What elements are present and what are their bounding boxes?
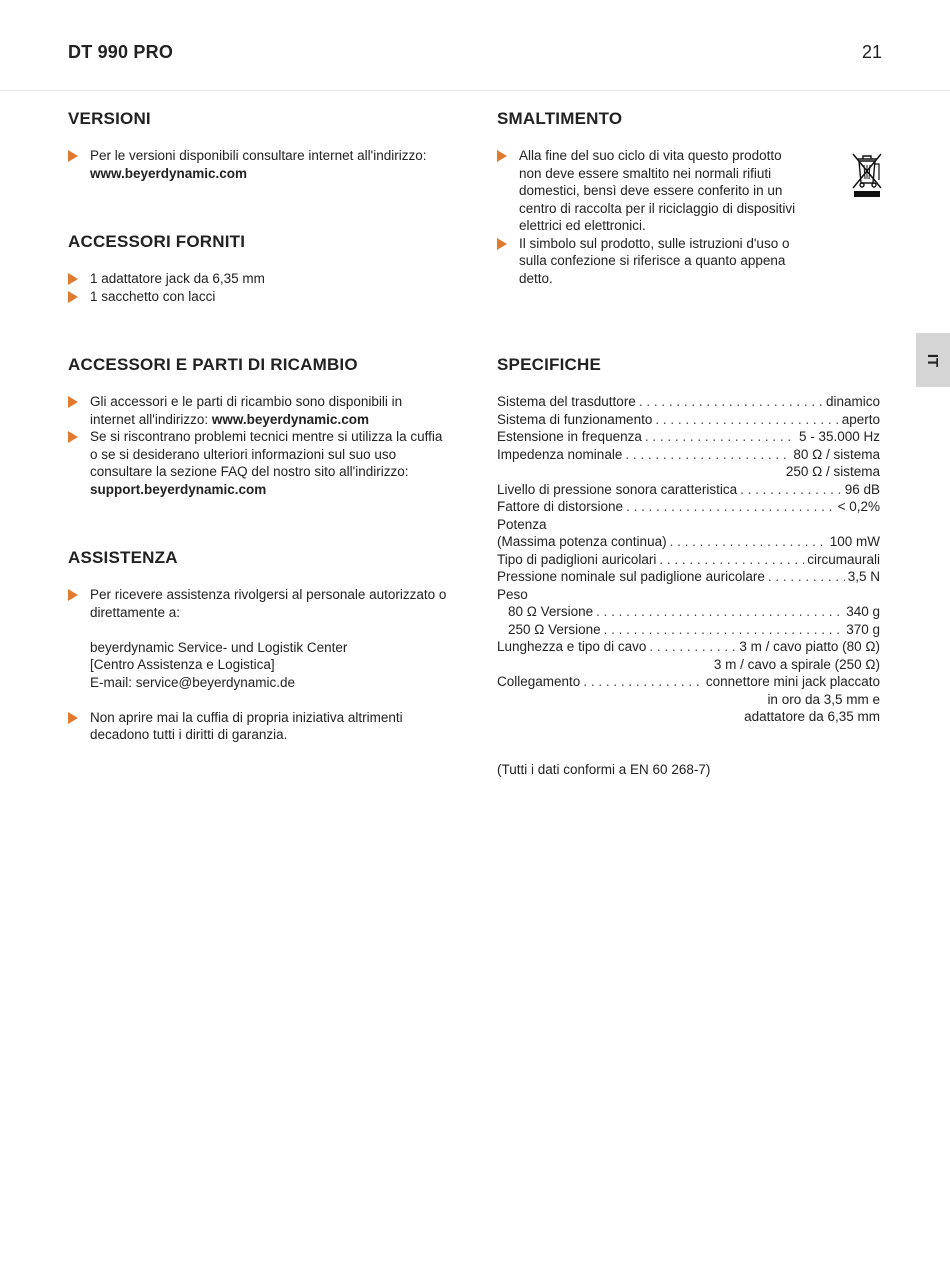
spec-row [497, 533, 880, 551]
spec-row [497, 568, 880, 586]
section-accessori-forniti [68, 232, 448, 355]
website-link[interactable]: www.beyerdynamic.com [211, 411, 369, 427]
spec-row [497, 603, 880, 621]
header-title: DT 990 PRO [68, 42, 174, 62]
bullet-arrow-icon [68, 396, 78, 408]
spec-row [497, 446, 880, 464]
spec-label: Livello di pressione sonora caratteristica [497, 481, 738, 497]
section-assistenza [68, 548, 448, 744]
spec-value-continued: in oro da 3,5 mm e [767, 691, 880, 707]
section-accessori-ricambio [68, 355, 448, 548]
spec-value-continued: adattatore da 6,35 mm [744, 709, 880, 724]
spec-label: Pressione nominale sul padiglione auricolare [497, 569, 765, 584]
bullet-arrow-icon [68, 150, 78, 162]
spec-value-continued: 3 m / cavo a spirale (250 Ω) [713, 656, 880, 672]
list-item [497, 147, 797, 235]
spec-value: 370 g [846, 621, 880, 637]
section-title: SMALTIMENTO [497, 109, 623, 128]
bullet-arrow-icon [497, 238, 507, 250]
bullet-arrow-icon [497, 150, 507, 162]
section-versioni [68, 109, 448, 232]
section-title: ACCESSORI E PARTI DI RICAMBIO [68, 355, 358, 374]
section-smaltimento [497, 109, 880, 355]
spec-label: 250 Ω Versione [508, 621, 601, 637]
spec-row [497, 393, 880, 411]
list-item [68, 586, 448, 709]
spec-value: 100 mW [829, 534, 880, 549]
spec-row [497, 428, 880, 446]
list-item [68, 147, 448, 182]
left-column [68, 109, 448, 744]
website-link[interactable]: www.beyerdynamic.com [90, 165, 248, 181]
spec-value: 3 m / cavo piatto (80 Ω) [739, 639, 880, 654]
language-tab-label: IT [924, 353, 942, 367]
spec-label: Sistema di funzionamento [497, 411, 653, 427]
specs-note: (Tutti i dati conformi a EN 60 268-7) [497, 761, 711, 777]
spec-label: Estensione in frequenza [497, 429, 642, 444]
item-text: Per ricevere assistenza rivolgersi al personale autorizzato o direttamente a: [90, 587, 447, 620]
email-line[interactable]: E-mail: service@beyerdynamic.de [90, 674, 296, 690]
language-tab[interactable] [916, 333, 950, 387]
spec-row [497, 673, 880, 691]
spec-label: Potenza [497, 516, 547, 532]
spec-label: (Massima potenza continua) [497, 534, 667, 549]
spec-label: Tipo di padiglioni auricolari [497, 551, 657, 567]
list-item [68, 428, 448, 498]
spec-value: dinamico [825, 394, 880, 409]
page-number: 21 [861, 42, 882, 62]
spec-row [497, 498, 880, 516]
spec-row [497, 638, 880, 656]
section-title: ASSISTENZA [68, 548, 178, 567]
right-column [497, 109, 880, 778]
spec-value: 3,5 N [847, 569, 880, 584]
spec-row [497, 411, 880, 429]
spec-value: circumaurali [807, 551, 880, 567]
bullet-arrow-icon [68, 273, 78, 285]
spec-value: 340 g [846, 604, 880, 619]
spec-label: Impedenza nominale [497, 446, 623, 462]
bullet-arrow-icon [68, 712, 78, 724]
header-divider [0, 90, 950, 91]
spec-value: 5 - 35.000 Hz [798, 429, 880, 444]
item-text: Il simbolo sul prodotto, sulle istruzioni d'uso o sulla confezione si riferisce a quanto appena detto. [519, 235, 790, 286]
item-text: Gli accessori e le parti di ricambio sono disponibili in internet all'indirizzo: [90, 394, 403, 427]
spec-label: Lunghezza e tipo di cavo [497, 639, 647, 654]
item-text: Non aprire mai la cuffia di propria iniziativa altrimenti decadono tutti i diritti di garanzia. [90, 709, 403, 742]
list-item [68, 393, 448, 428]
address-line: [Centro Assistenza e Logistica] [90, 657, 275, 672]
spec-value: 80 Ω / sistema [793, 446, 880, 462]
spec-row [497, 481, 880, 499]
section-title: VERSIONI [68, 109, 151, 128]
list-item [497, 235, 797, 288]
section-specifiche [497, 355, 880, 778]
spec-value-continued: 250 Ω / sistema [785, 464, 880, 479]
bullet-arrow-icon [68, 291, 78, 303]
spec-value: 96 dB [844, 481, 880, 497]
spec-value: connettore mini jack placcato [705, 674, 880, 689]
spec-label: Sistema del trasduttore [497, 394, 636, 409]
spec-label: Fattore di distorsione [497, 499, 624, 514]
spec-value: < 0,2% [837, 499, 880, 514]
item-text: Alla fine del suo ciclo di vita questo prodotto non deve essere smaltito nei normali rifiuti domestici, bensì deve essere conferito in un centro di raccolta per il riciclaggio di dispositivi elettrici ed elettronici. [519, 148, 796, 233]
item-text: 1 adattatore jack da 6,35 mm [90, 271, 265, 286]
spec-label: Collegamento [497, 674, 581, 689]
address-line: beyerdynamic Service- und Logistik Center [90, 639, 348, 655]
item-text: Per le versioni disponibili consultare internet all'indirizzo: [90, 148, 427, 163]
support-link[interactable]: support.beyerdynamic.com [90, 481, 267, 497]
bullet-arrow-icon [68, 589, 78, 601]
spec-row [497, 551, 880, 569]
specs-table [497, 393, 880, 778]
spec-value: aperto [841, 411, 880, 427]
item-text: 1 sacchetto con lacci [90, 288, 216, 304]
spec-label: Peso [497, 586, 528, 602]
list-item [68, 270, 448, 288]
bullet-arrow-icon [68, 431, 78, 443]
list-item [68, 709, 448, 744]
item-text: Se si riscontrano problemi tecnici mentre si utilizza la cuffia o se si desiderano ulteriori informazioni sul suo uso consultare la sezione FAQ del nostro sito all'indirizzo: [90, 429, 443, 479]
crossed-out-wheelie-bin-icon [850, 150, 884, 200]
list-item [68, 288, 448, 306]
section-title: SPECIFICHE [497, 355, 602, 374]
section-title: ACCESSORI FORNITI [68, 232, 246, 251]
spec-label: 80 Ω Versione [508, 604, 594, 619]
spec-row [497, 621, 880, 639]
